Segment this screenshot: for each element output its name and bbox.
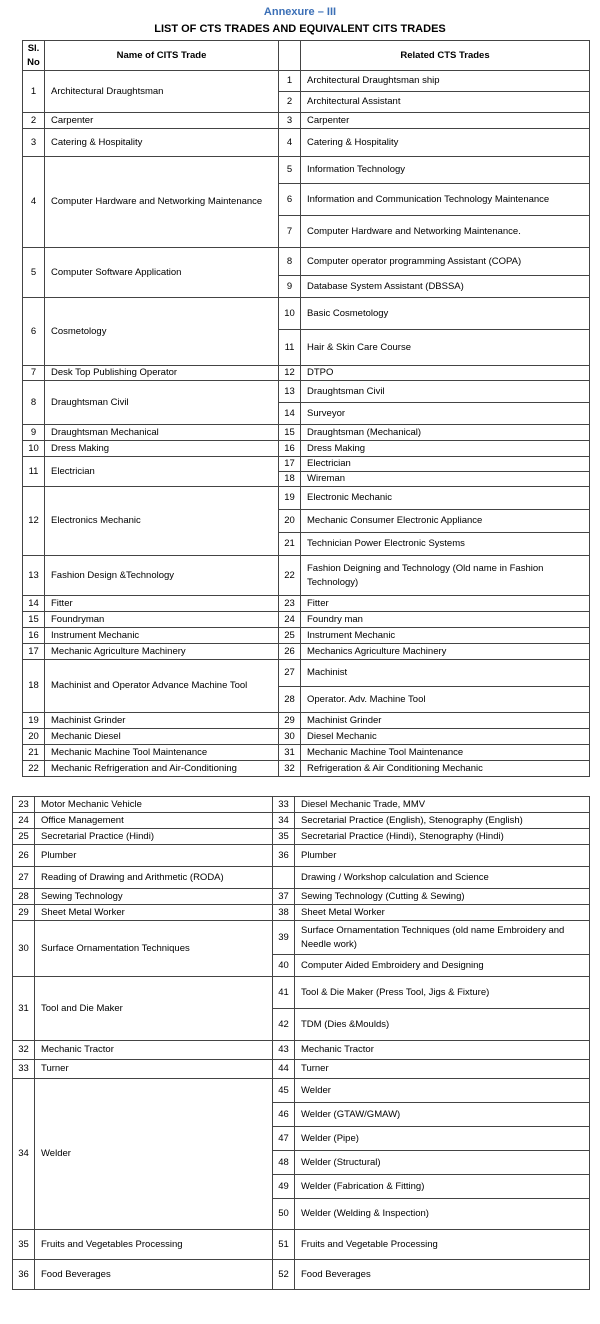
cts-no-cell: 3 bbox=[279, 113, 301, 129]
sl-no-cell: 32 bbox=[13, 1041, 35, 1060]
cts-no-cell: 37 bbox=[273, 889, 295, 905]
cts-trade-cell: Mechanic Consumer Electronic Appliance bbox=[301, 510, 590, 533]
sl-no-cell: 33 bbox=[13, 1060, 35, 1079]
cts-trade-cell: DTPO bbox=[301, 366, 590, 381]
cts-no-cell: 7 bbox=[279, 216, 301, 248]
cits-trade-cell: Draughtsman Civil bbox=[45, 381, 279, 425]
cts-trade-cell: Welder (Welding & Inspection) bbox=[295, 1199, 590, 1230]
cts-trade-cell: Computer Hardware and Networking Maintenance. bbox=[301, 216, 590, 248]
cits-trade-cell: Food Beverages bbox=[35, 1260, 273, 1290]
sl-no-cell: 34 bbox=[13, 1079, 35, 1230]
cts-no-cell: 5 bbox=[279, 157, 301, 184]
cts-trade-cell: Hair & Skin Care Course bbox=[301, 330, 590, 366]
sl-no-cell: 1 bbox=[23, 71, 45, 113]
cts-trade-cell: Basic Cosmetology bbox=[301, 298, 590, 330]
cts-no-cell: 48 bbox=[273, 1151, 295, 1175]
cts-no-cell: 29 bbox=[279, 713, 301, 729]
cts-no-cell: 14 bbox=[279, 403, 301, 425]
cts-no-cell: 34 bbox=[273, 813, 295, 829]
cts-no-cell: 42 bbox=[273, 1009, 295, 1041]
cits-trade-cell: Mechanic Diesel bbox=[45, 729, 279, 745]
cts-trade-cell: Machinist bbox=[301, 660, 590, 687]
table-row bbox=[13, 1260, 590, 1290]
cts-no-cell: 32 bbox=[279, 761, 301, 777]
cts-trade-cell: Architectural Draughtsman ship bbox=[301, 71, 590, 92]
cits-trade-cell: Plumber bbox=[35, 845, 273, 867]
table-row bbox=[23, 157, 590, 184]
cts-no-cell: 27 bbox=[279, 660, 301, 687]
cts-trade-cell: Dress Making bbox=[301, 441, 590, 457]
table-row bbox=[23, 745, 590, 761]
table-row bbox=[13, 797, 590, 813]
sl-no-cell: 6 bbox=[23, 298, 45, 366]
cts-trade-cell: Computer operator programming Assistant (COPA) bbox=[301, 248, 590, 276]
header-sl-no: Sl. No bbox=[23, 41, 45, 71]
sl-no-cell: 21 bbox=[23, 745, 45, 761]
cits-trade-cell: Secretarial Practice (Hindi) bbox=[35, 829, 273, 845]
cts-trade-cell: Instrument Mechanic bbox=[301, 628, 590, 644]
cts-no-cell: 9 bbox=[279, 276, 301, 298]
table-row bbox=[23, 556, 590, 596]
cits-trade-cell: Welder bbox=[35, 1079, 273, 1230]
sl-no-cell: 24 bbox=[13, 813, 35, 829]
table-row bbox=[23, 113, 590, 129]
table-row bbox=[23, 248, 590, 276]
cits-trade-cell: Computer Hardware and Networking Maintenance bbox=[45, 157, 279, 248]
table-row bbox=[13, 921, 590, 955]
cts-trade-cell: Secretarial Practice (Hindi), Stenography (Hindi) bbox=[295, 829, 590, 845]
table-row bbox=[13, 845, 590, 867]
sl-no-cell: 8 bbox=[23, 381, 45, 425]
cts-no-cell: 20 bbox=[279, 510, 301, 533]
table-row bbox=[23, 71, 590, 92]
cts-trade-cell: Welder (Pipe) bbox=[295, 1127, 590, 1151]
cits-trade-cell: Sheet Metal Worker bbox=[35, 905, 273, 921]
sl-no-cell: 23 bbox=[13, 797, 35, 813]
cts-trade-cell: Operator. Adv. Machine Tool bbox=[301, 687, 590, 713]
cts-no-cell: 44 bbox=[273, 1060, 295, 1079]
cts-trade-cell: Welder (Structural) bbox=[295, 1151, 590, 1175]
sl-no-cell: 17 bbox=[23, 644, 45, 660]
cts-no-cell: 35 bbox=[273, 829, 295, 845]
cts-no-cell: 43 bbox=[273, 1041, 295, 1060]
sl-no-cell: 26 bbox=[13, 845, 35, 867]
cts-trade-cell: Turner bbox=[295, 1060, 590, 1079]
page-title: LIST OF CTS TRADES AND EQUIVALENT CITS TRADES bbox=[154, 23, 446, 35]
table-row bbox=[23, 628, 590, 644]
cts-trade-cell: Diesel Mechanic Trade, MMV bbox=[295, 797, 590, 813]
cts-no-cell: 21 bbox=[279, 533, 301, 556]
sl-no-cell: 30 bbox=[13, 921, 35, 977]
cts-no-cell: 47 bbox=[273, 1127, 295, 1151]
cts-no-cell: 13 bbox=[279, 381, 301, 403]
cts-no-cell: 19 bbox=[279, 487, 301, 510]
cts-trade-cell: Catering & Hospitality bbox=[301, 129, 590, 157]
cts-trade-cell: Drawing / Workshop calculation and Science bbox=[295, 867, 590, 889]
cits-trade-cell: Catering & Hospitality bbox=[45, 129, 279, 157]
cits-trade-cell: Fruits and Vegetables Processing bbox=[35, 1230, 273, 1260]
sl-no-cell: 2 bbox=[23, 113, 45, 129]
cts-no-cell: 24 bbox=[279, 612, 301, 628]
header-cts-trades: Related CTS Trades bbox=[301, 41, 590, 71]
cts-trade-cell: Welder (GTAW/GMAW) bbox=[295, 1103, 590, 1127]
cts-trade-cell: Refrigeration & Air Conditioning Mechanic bbox=[301, 761, 590, 777]
cits-trade-cell: Electronics Mechanic bbox=[45, 487, 279, 556]
cts-trade-cell: Information Technology bbox=[301, 157, 590, 184]
table-row bbox=[23, 298, 590, 330]
cts-trade-cell: TDM (Dies &Moulds) bbox=[295, 1009, 590, 1041]
table-row bbox=[13, 905, 590, 921]
cts-no-cell: 51 bbox=[273, 1230, 295, 1260]
cts-no-cell: 49 bbox=[273, 1175, 295, 1199]
cts-no-cell: 31 bbox=[279, 745, 301, 761]
cits-trade-cell: Instrument Mechanic bbox=[45, 628, 279, 644]
cts-no-cell: 22 bbox=[279, 556, 301, 596]
cts-no-cell: 2 bbox=[279, 92, 301, 113]
cts-trade-cell: Draughtsman Civil bbox=[301, 381, 590, 403]
cits-trade-cell: Office Management bbox=[35, 813, 273, 829]
table-row bbox=[23, 729, 590, 745]
sl-no-cell: 14 bbox=[23, 596, 45, 612]
cts-no-cell: 30 bbox=[279, 729, 301, 745]
cits-trade-cell: Cosmetology bbox=[45, 298, 279, 366]
cits-trade-cell: Electrician bbox=[45, 457, 279, 487]
cts-trade-cell: Mechanic Machine Tool Maintenance bbox=[301, 745, 590, 761]
cts-no-cell: 12 bbox=[279, 366, 301, 381]
table-row bbox=[23, 596, 590, 612]
cits-trade-cell: Draughtsman Mechanical bbox=[45, 425, 279, 441]
table-row bbox=[13, 1230, 590, 1260]
table-row bbox=[23, 129, 590, 157]
cts-trade-cell: Information and Communication Technology Maintenance bbox=[301, 184, 590, 216]
cts-trade-cell: Architectural Assistant bbox=[301, 92, 590, 113]
sl-no-cell: 22 bbox=[23, 761, 45, 777]
cts-trade-cell: Sheet Metal Worker bbox=[295, 905, 590, 921]
cits-trade-cell: Carpenter bbox=[45, 113, 279, 129]
table-row bbox=[13, 829, 590, 845]
sl-no-cell: 15 bbox=[23, 612, 45, 628]
table-row bbox=[23, 761, 590, 777]
sl-no-cell: 7 bbox=[23, 366, 45, 381]
cits-trade-cell: Surface Ornamentation Techniques bbox=[35, 921, 273, 977]
cits-trade-cell: Desk Top Publishing Operator bbox=[45, 366, 279, 381]
cits-trade-cell: Mechanic Tractor bbox=[35, 1041, 273, 1060]
cts-no-cell: 16 bbox=[279, 441, 301, 457]
table-row bbox=[23, 713, 590, 729]
cts-no-cell: 6 bbox=[279, 184, 301, 216]
cts-trade-cell: Fashion Deigning and Technology (Old name in Fashion Technology) bbox=[301, 556, 590, 596]
cts-trade-cell: Fitter bbox=[301, 596, 590, 612]
cts-trade-cell: Database System Assistant (DBSSA) bbox=[301, 276, 590, 298]
sl-no-cell: 25 bbox=[13, 829, 35, 845]
table-row bbox=[23, 612, 590, 628]
cts-trade-cell: Carpenter bbox=[301, 113, 590, 129]
cts-trade-cell: Wireman bbox=[301, 472, 590, 487]
sl-no-cell: 20 bbox=[23, 729, 45, 745]
cits-trade-cell: Machinist Grinder bbox=[45, 713, 279, 729]
cts-no-cell: 15 bbox=[279, 425, 301, 441]
cits-trade-cell: Tool and Die Maker bbox=[35, 977, 273, 1041]
sl-no-cell: 16 bbox=[23, 628, 45, 644]
cts-trade-cell: Computer Aided Embroidery and Designing bbox=[295, 955, 590, 977]
table-row bbox=[23, 487, 590, 510]
cts-no-cell: 36 bbox=[273, 845, 295, 867]
sl-no-cell: 19 bbox=[23, 713, 45, 729]
cts-trade-cell: Electrician bbox=[301, 457, 590, 472]
cits-trade-cell: Dress Making bbox=[45, 441, 279, 457]
cts-trade-cell: Tool & Die Maker (Press Tool, Jigs & Fixture) bbox=[295, 977, 590, 1009]
cts-no-cell: 33 bbox=[273, 797, 295, 813]
sl-no-cell: 10 bbox=[23, 441, 45, 457]
cts-trade-cell: Surveyor bbox=[301, 403, 590, 425]
cits-trade-cell: Mechanic Agriculture Machinery bbox=[45, 644, 279, 660]
cts-trade-cell: Food Beverages bbox=[295, 1260, 590, 1290]
cts-no-cell: 41 bbox=[273, 977, 295, 1009]
sl-no-cell: 27 bbox=[13, 867, 35, 889]
cts-no-cell: 23 bbox=[279, 596, 301, 612]
cts-trade-cell: Mechanics Agriculture Machinery bbox=[301, 644, 590, 660]
annexure-label: Annexure – III bbox=[263, 6, 337, 18]
sl-no-cell: 4 bbox=[23, 157, 45, 248]
cts-no-cell: 11 bbox=[279, 330, 301, 366]
cts-trade-cell: Surface Ornamentation Techniques (old name Embroidery and Needle work) bbox=[295, 921, 590, 955]
cts-no-cell: 28 bbox=[279, 687, 301, 713]
cts-no-cell bbox=[273, 867, 295, 889]
sl-no-cell: 29 bbox=[13, 905, 35, 921]
cts-trade-cell: Technician Power Electronic Systems bbox=[301, 533, 590, 556]
cts-no-cell: 1 bbox=[279, 71, 301, 92]
table-row bbox=[13, 1060, 590, 1079]
table-row bbox=[23, 381, 590, 403]
cts-no-cell: 52 bbox=[273, 1260, 295, 1290]
table-row bbox=[13, 867, 590, 889]
table-row bbox=[23, 660, 590, 687]
header-cts-no bbox=[279, 41, 301, 71]
table-row bbox=[13, 1079, 590, 1103]
sl-no-cell: 36 bbox=[13, 1260, 35, 1290]
table-row bbox=[13, 889, 590, 905]
cts-trade-cell: Diesel Mechanic bbox=[301, 729, 590, 745]
sl-no-cell: 13 bbox=[23, 556, 45, 596]
table-row bbox=[23, 441, 590, 457]
cts-no-cell: 8 bbox=[279, 248, 301, 276]
cts-trade-cell: Machinist Grinder bbox=[301, 713, 590, 729]
table-row bbox=[13, 977, 590, 1009]
table-row bbox=[23, 644, 590, 660]
cts-no-cell: 38 bbox=[273, 905, 295, 921]
cts-no-cell: 4 bbox=[279, 129, 301, 157]
sl-no-cell: 5 bbox=[23, 248, 45, 298]
cts-trade-cell: Mechanic Tractor bbox=[295, 1041, 590, 1060]
cits-trade-cell: Mechanic Refrigeration and Air-Conditioning bbox=[45, 761, 279, 777]
cts-trade-cell: Sewing Technology (Cutting & Sewing) bbox=[295, 889, 590, 905]
cts-no-cell: 10 bbox=[279, 298, 301, 330]
cts-trade-cell: Fruits and Vegetable Processing bbox=[295, 1230, 590, 1260]
sl-no-cell: 11 bbox=[23, 457, 45, 487]
cits-trade-cell: Mechanic Machine Tool Maintenance bbox=[45, 745, 279, 761]
cts-trade-cell: Foundry man bbox=[301, 612, 590, 628]
cts-no-cell: 25 bbox=[279, 628, 301, 644]
cits-trade-cell: Computer Software Application bbox=[45, 248, 279, 298]
sl-no-cell: 31 bbox=[13, 977, 35, 1041]
cits-trade-cell: Reading of Drawing and Arithmetic (RODA) bbox=[35, 867, 273, 889]
cits-trade-cell: Fitter bbox=[45, 596, 279, 612]
cits-trade-cell: Foundryman bbox=[45, 612, 279, 628]
cts-trade-cell: Secretarial Practice (English), Stenography (English) bbox=[295, 813, 590, 829]
table-row bbox=[23, 425, 590, 441]
table-row bbox=[23, 457, 590, 472]
cts-trade-cell: Welder (Fabrication & Fitting) bbox=[295, 1175, 590, 1199]
cts-trade-cell: Plumber bbox=[295, 845, 590, 867]
cits-trade-cell: Motor Mechanic Vehicle bbox=[35, 797, 273, 813]
cits-trade-cell: Fashion Design &Technology bbox=[45, 556, 279, 596]
cts-no-cell: 46 bbox=[273, 1103, 295, 1127]
cts-no-cell: 50 bbox=[273, 1199, 295, 1230]
table-row bbox=[13, 1041, 590, 1060]
cits-trade-cell: Turner bbox=[35, 1060, 273, 1079]
sl-no-cell: 18 bbox=[23, 660, 45, 713]
cts-trade-cell: Draughtsman (Mechanical) bbox=[301, 425, 590, 441]
trades-table-1 bbox=[22, 40, 590, 777]
table-row bbox=[13, 813, 590, 829]
cits-trade-cell: Architectural Draughtsman bbox=[45, 71, 279, 113]
sl-no-cell: 12 bbox=[23, 487, 45, 556]
table-row bbox=[23, 366, 590, 381]
cts-no-cell: 45 bbox=[273, 1079, 295, 1103]
cts-no-cell: 39 bbox=[273, 921, 295, 955]
cts-trade-cell: Electronic Mechanic bbox=[301, 487, 590, 510]
cits-trade-cell: Machinist and Operator Advance Machine Tool bbox=[45, 660, 279, 713]
cts-no-cell: 40 bbox=[273, 955, 295, 977]
cts-trade-cell: Welder bbox=[295, 1079, 590, 1103]
cits-trade-cell: Sewing Technology bbox=[35, 889, 273, 905]
header-cits-trade: Name of CITS Trade bbox=[45, 41, 279, 71]
cts-no-cell: 18 bbox=[279, 472, 301, 487]
sl-no-cell: 35 bbox=[13, 1230, 35, 1260]
sl-no-cell: 28 bbox=[13, 889, 35, 905]
trades-table-2 bbox=[12, 796, 590, 1290]
cts-no-cell: 26 bbox=[279, 644, 301, 660]
cts-no-cell: 17 bbox=[279, 457, 301, 472]
sl-no-cell: 9 bbox=[23, 425, 45, 441]
sl-no-cell: 3 bbox=[23, 129, 45, 157]
